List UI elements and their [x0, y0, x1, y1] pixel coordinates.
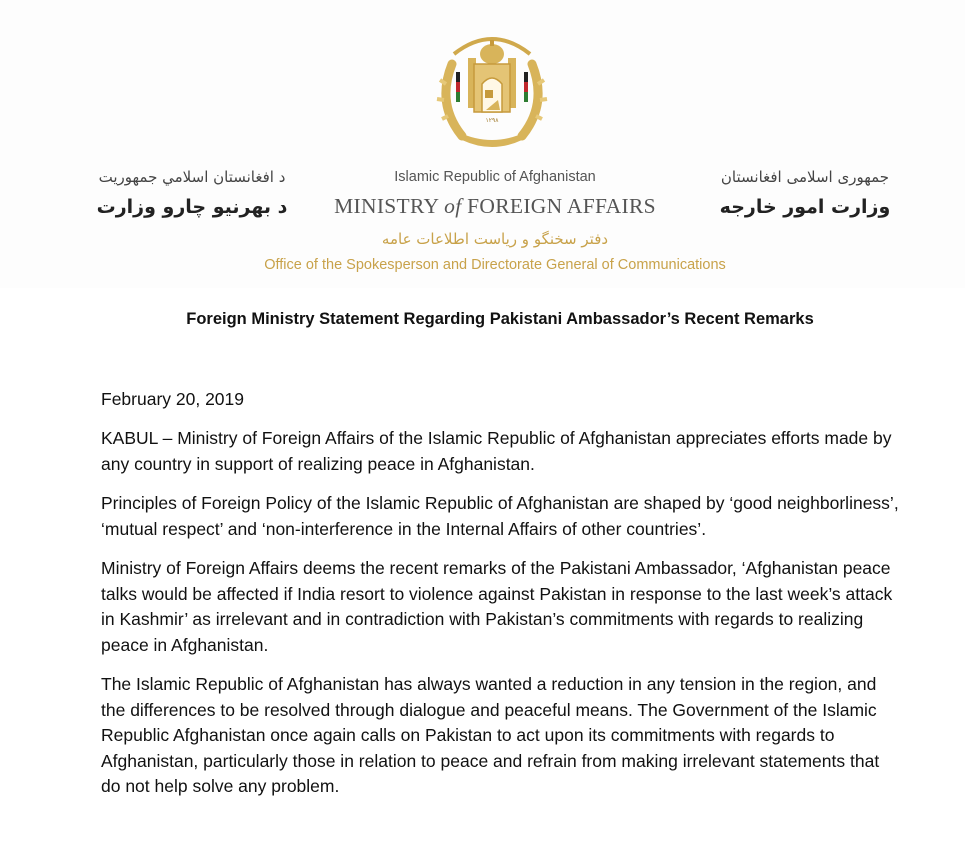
statement-title: Foreign Ministry Statement Regarding Pakistani Ambassador’s Recent Remarks — [186, 310, 814, 328]
paragraph: KABUL – Ministry of Foreign Affairs of the Islamic Republic of Afghanistan appreciates efforts made by any country in support of realizing peace in Afghanistan. — [101, 428, 892, 474]
dari-ministry-title: وزارت امور خارجه — [719, 196, 891, 218]
dari-subtitle: جمهوری اسلامی افغانستان — [720, 168, 890, 186]
paragraph: Ministry of Foreign Affairs deems the recent remarks of the Pakistani Ambassador, ‘Afghanistan peace talks would be affected if India resort to violence against Pakistan in response to the last week’s attack in Kashmir’ as irrelevant and in contradiction with Pakistan’s commitments with regards to realizing peace in Afghanistan. — [101, 558, 893, 655]
national-emblem-icon — [432, 24, 552, 152]
title-part: FOREIGN AFFAIRS — [461, 194, 656, 218]
svg-text:۱۲۹۸: ۱۲۹۸ — [485, 118, 499, 124]
english-subtitle: Islamic Republic of Afghanistan — [394, 169, 596, 185]
paragraph: The Islamic Republic of Afghanistan has always wanted a reduction in any tension in the region, and the differences to be resolved through dialogue and peaceful means. The Government of the Islamic Republic Afghanistan once again calls on Pakistan to act upon its commitments with regards to Afghanistan, particularly those in relation to peace and refrain from making irrelevant statements that do not help solve any problem. — [101, 674, 880, 796]
letterhead — [0, 0, 965, 288]
statement-date: February 20, 2019 — [101, 389, 245, 409]
office-dari-label: دفتر سخنگو و ریاست اطلاعات عامه — [381, 230, 609, 248]
pashto-ministry-title: د بهرنیو چارو وزارت — [96, 196, 288, 218]
pashto-subtitle: د افغانستان اسلامي جمهوریت — [98, 168, 286, 186]
english-ministry-title — [300, 194, 690, 219]
title-part: MINISTRY — [334, 194, 445, 218]
paragraph: Principles of Foreign Policy of the Islamic Republic of Afghanistan are shaped by ‘good neighborliness’, ‘mutual respect’ and ‘non-interference in the Internal Affairs of other countries’. — [101, 493, 899, 539]
title-italic-of: of — [444, 194, 462, 218]
office-english-label: Office of the Spokesperson and Directorate General of Communications — [264, 257, 726, 273]
